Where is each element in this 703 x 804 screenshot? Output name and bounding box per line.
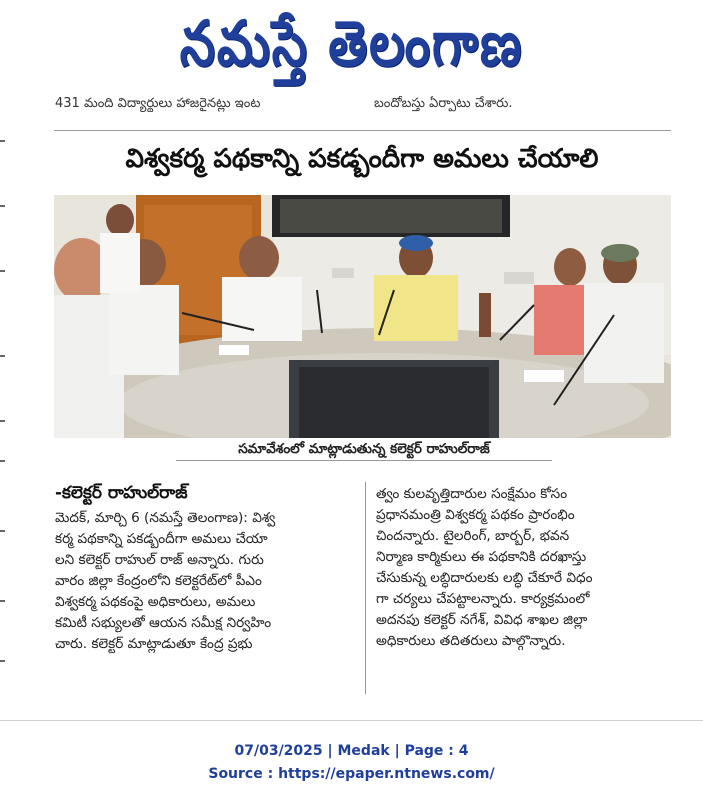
body-line: త్వం కులవృత్తిదారుల సంక్షేమం కోసం — [376, 486, 568, 502]
newspaper-logo: నమస్తే తెలంగాణ — [179, 6, 524, 80]
body-line: మెదక్, మార్చి 6 (నమస్తే తెలంగాణ): విశ్వ — [55, 510, 276, 526]
previous-article-left-fragment: 431 మంది విద్యార్థులు హాజరైనట్లు ఇంట — [55, 96, 261, 111]
body-line: చారు. కలెక్టర్ మాట్లాడుతూ కేంద్ర ప్రభు — [55, 636, 253, 652]
body-line: ప్రధానమంత్రి విశ్వకర్మ పథకం ప్రారంభిం — [376, 507, 575, 523]
body-line: వారం జిల్లా కేంద్రంలోని కలెక్టరేట్‌లో పీఎం — [55, 573, 262, 589]
article-headline: విశ్వకర్మ పథకాన్ని పకడ్బందీగా అమలు చేయాలి — [125, 144, 599, 174]
body-line: అధికారులు తదితరులు పాల్గొన్నారు. — [376, 633, 566, 649]
body-line: విశ్వకర్మ పథకంపై అధికారులు, అమలు — [55, 594, 256, 610]
article-body-right-column — [376, 484, 676, 652]
page-edge-marks — [0, 100, 6, 700]
column-divider — [365, 482, 366, 694]
body-line: చిందన్నారు. టైలరింగ్, బార్బర్, భవన — [376, 528, 570, 544]
article-body-left-column — [55, 508, 355, 655]
source-link[interactable]: Source : https://epaper.ntnews.com/ — [208, 766, 495, 782]
body-line: లని కలెక్టర్ రాహుల్ రాజ్ అన్నారు. గురు — [55, 552, 264, 568]
body-line: గా చర్యలు చేపట్టాలన్నారు. కార్యక్రమంలో — [376, 591, 590, 607]
meeting-photo — [54, 195, 671, 438]
body-line: అదనపు కలెక్టర్ నగేశ్, వివిధ శాఖల జిల్లా — [376, 612, 588, 628]
top-divider — [54, 130, 671, 131]
meeting-photo-illustration — [54, 195, 671, 438]
body-line: కర్మ పథకాన్ని పకడ్బందీగా అమలు చేయా — [55, 531, 268, 547]
previous-article-right-fragment: బందోబస్తు ఏర్పాటు చేశారు. — [374, 96, 513, 111]
masthead — [0, 0, 703, 92]
body-line: నిర్మాణ కార్మికులు ఈ పథకానికి దరఖాస్తు — [376, 549, 587, 565]
footer-divider — [0, 720, 703, 721]
body-line: కమిటీ సభ్యులతో ఆయన సమీక్ష నిర్వహిం — [55, 615, 272, 631]
edition-info: 07/03/2025 | Medak | Page : 4 — [234, 743, 469, 759]
body-line: చేసుకున్న లబ్ధిదారులకు లబ్ధి చేకూరే విధం — [376, 570, 593, 586]
article-byline: -కలెక్టర్ రాహుల్‌రాజ్ — [55, 483, 188, 503]
photo-caption: సమావేశంలో మాట్లాడుతున్న కలెక్టర్ రాహుల్‌రాజ్ — [238, 441, 490, 457]
caption-underline — [176, 460, 552, 461]
